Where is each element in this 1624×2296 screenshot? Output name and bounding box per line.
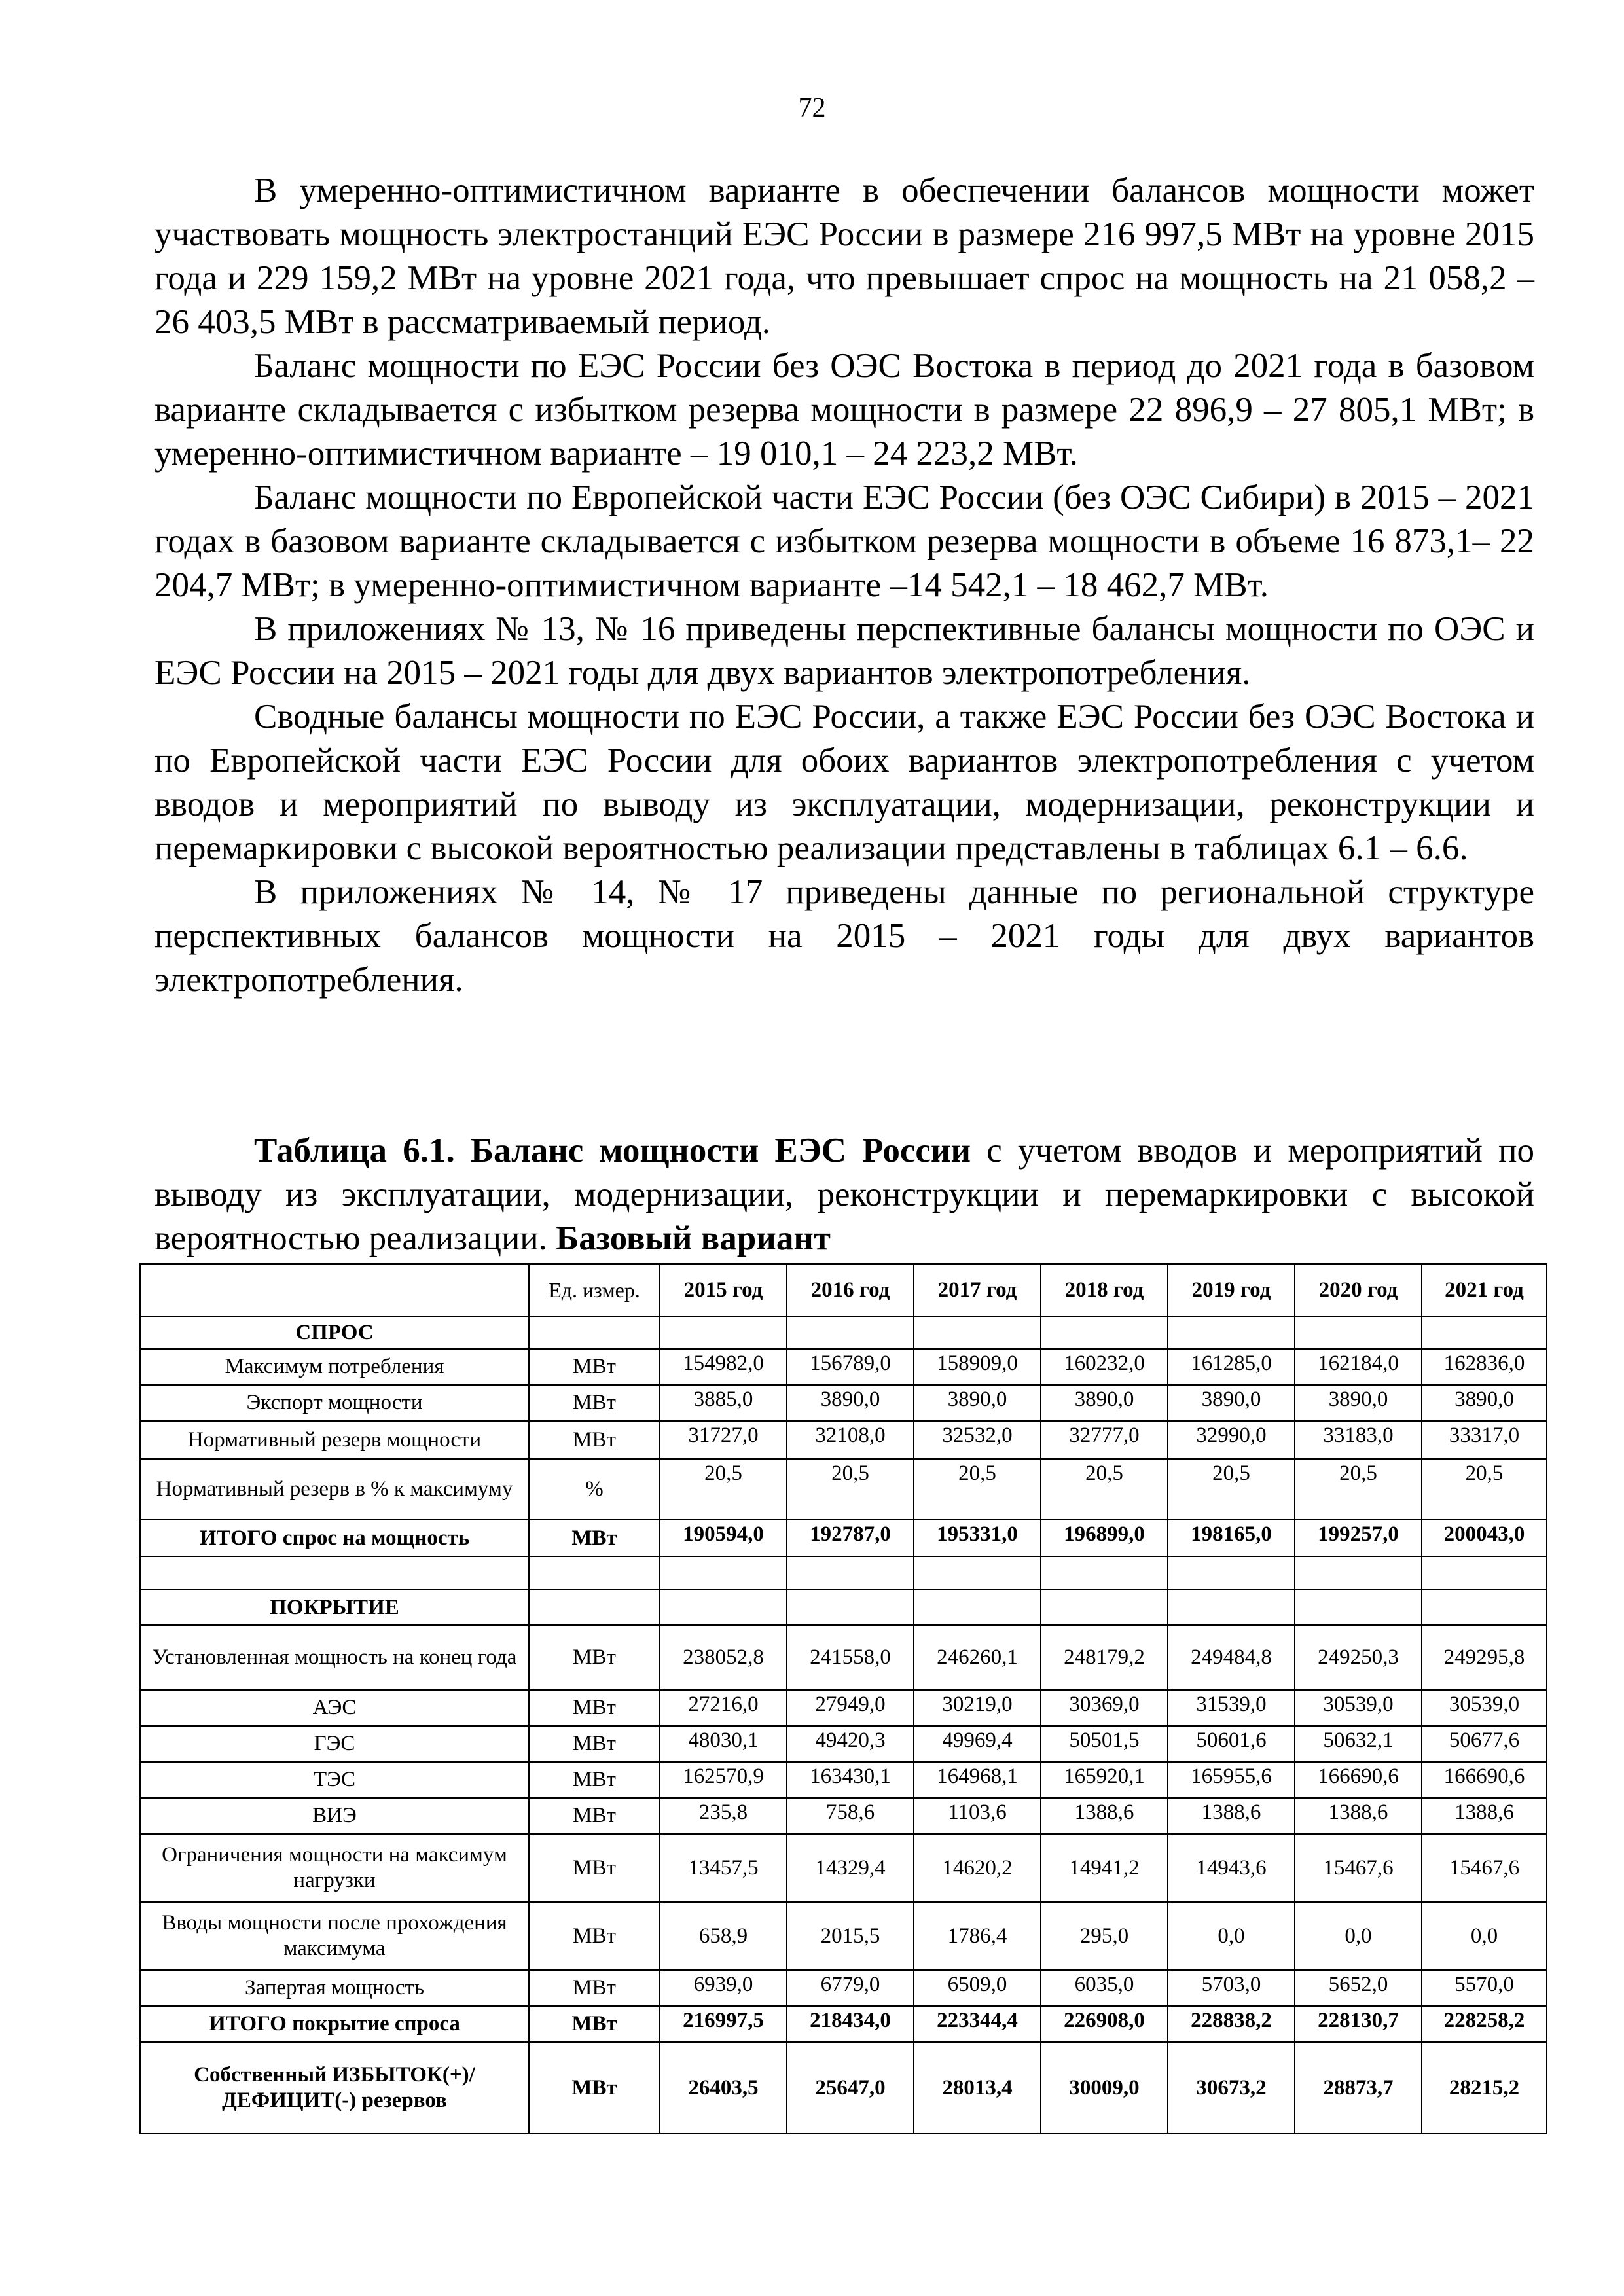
value-cell: 50601,6 bbox=[1168, 1726, 1295, 1762]
value-cell: 28873,7 bbox=[1295, 2042, 1422, 2134]
value-cell: 30673,2 bbox=[1168, 2042, 1295, 2134]
row-label: ИТОГО покрытие спроса bbox=[140, 2006, 529, 2042]
row-unit: МВт bbox=[529, 2042, 660, 2134]
empty-cell bbox=[914, 1316, 1041, 1349]
value-cell: 235,8 bbox=[660, 1798, 787, 1834]
value-cell: 14620,2 bbox=[914, 1834, 1041, 1902]
value-cell: 199257,0 bbox=[1295, 1520, 1422, 1556]
row-unit: МВт bbox=[529, 1902, 660, 1970]
value-cell: 50501,5 bbox=[1041, 1726, 1168, 1762]
value-cell: 0,0 bbox=[1168, 1902, 1295, 1970]
value-cell: 30009,0 bbox=[1041, 2042, 1168, 2134]
value-cell: 0,0 bbox=[1295, 1902, 1422, 1970]
value-cell: 5652,0 bbox=[1295, 1970, 1422, 2006]
value-cell: 32777,0 bbox=[1041, 1421, 1168, 1459]
value-cell: 30369,0 bbox=[1041, 1690, 1168, 1726]
value-cell: 32532,0 bbox=[914, 1421, 1041, 1459]
value-cell: 0,0 bbox=[1422, 1902, 1547, 1970]
value-cell: 228258,2 bbox=[1422, 2006, 1547, 2042]
paragraph: В приложениях № 13, № 16 приведены перспективные балансы мощности по ОЭС и ЕЭС России на 2015 – 2021 годы для двух вариантов электропотребления. bbox=[154, 610, 1534, 692]
value-cell: 30539,0 bbox=[1295, 1690, 1422, 1726]
row-label: Ограничения мощности на максимум нагрузки bbox=[140, 1834, 529, 1902]
value-cell: 166690,6 bbox=[1295, 1762, 1422, 1798]
value-cell: 163430,1 bbox=[787, 1762, 914, 1798]
empty-cell bbox=[1295, 1556, 1422, 1590]
balance-row bbox=[140, 2042, 1547, 2134]
value-cell: 216997,5 bbox=[660, 2006, 787, 2042]
value-cell: 13457,5 bbox=[660, 1834, 787, 1902]
empty-cell bbox=[529, 1556, 660, 1590]
value-cell: 223344,4 bbox=[914, 2006, 1041, 2042]
value-cell: 249295,8 bbox=[1422, 1625, 1547, 1690]
empty-cell bbox=[660, 1590, 787, 1625]
paragraph: В приложениях № 14, № 17 приведены данные по региональной структуре перспективных балансов мощности на 2015 – 2021 годы для двух вариантов электропотребления. bbox=[154, 873, 1534, 999]
value-cell: 50632,1 bbox=[1295, 1726, 1422, 1762]
total-supply-row bbox=[140, 2006, 1547, 2042]
row-label: Собственный ИЗБЫТОК(+)/ДЕФИЦИТ(-) резервов bbox=[140, 2042, 529, 2134]
section-row-demand bbox=[140, 1316, 1547, 1349]
value-cell: 238052,8 bbox=[660, 1625, 787, 1690]
value-cell: 5703,0 bbox=[1168, 1970, 1295, 2006]
row-label: Экспорт мощности bbox=[140, 1385, 529, 1421]
power-balance-table bbox=[139, 1263, 1547, 2134]
value-cell: 33183,0 bbox=[1295, 1421, 1422, 1459]
value-cell: 3890,0 bbox=[1168, 1385, 1295, 1421]
value-cell: 30539,0 bbox=[1422, 1690, 1547, 1726]
value-cell: 32990,0 bbox=[1168, 1421, 1295, 1459]
value-cell: 49969,4 bbox=[914, 1726, 1041, 1762]
value-cell: 162570,9 bbox=[660, 1762, 787, 1798]
value-cell: 30219,0 bbox=[914, 1690, 1041, 1726]
value-cell: 6035,0 bbox=[1041, 1970, 1168, 2006]
table-row bbox=[140, 1421, 1547, 1459]
table-row bbox=[140, 1762, 1547, 1798]
row-unit: МВт bbox=[529, 1421, 660, 1459]
table-row bbox=[140, 1690, 1547, 1726]
empty-cell bbox=[1422, 1556, 1547, 1590]
paragraph: Баланс мощности по Европейской части ЕЭС России (без ОЭС Сибири) в 2015 – 2021 годах в базовом варианте складывается с избытком резерва мощности в объеме 16 873,1– 22 204,7 МВт; в умеренно-оптимистичном варианте –14 542,1 – 18 462,7 МВт. bbox=[154, 478, 1534, 604]
header-corner-cell bbox=[140, 1264, 529, 1316]
value-cell: 20,5 bbox=[914, 1459, 1041, 1520]
value-cell: 162184,0 bbox=[1295, 1349, 1422, 1385]
value-cell: 1786,4 bbox=[914, 1902, 1041, 1970]
value-cell: 14329,4 bbox=[787, 1834, 914, 1902]
value-cell: 228130,7 bbox=[1295, 2006, 1422, 2042]
row-label: Запертая мощность bbox=[140, 1970, 529, 2006]
spacer-row bbox=[140, 1556, 1547, 1590]
table-caption-text: с учетом вводов и мероприятий по выводу из эксплуатации, модернизации, реконструкции и перемаркировки с высокой вероятностью реализации. bbox=[154, 1132, 1534, 1257]
empty-cell bbox=[1422, 1316, 1547, 1349]
value-cell: 248179,2 bbox=[1041, 1625, 1168, 1690]
value-cell: 28013,4 bbox=[914, 2042, 1041, 2134]
value-cell: 198165,0 bbox=[1168, 1520, 1295, 1556]
value-cell: 1388,6 bbox=[1168, 1798, 1295, 1834]
value-cell: 3890,0 bbox=[1295, 1385, 1422, 1421]
paragraph: В умеренно-оптимистичном варианте в обеспечении балансов мощности может участвовать мощность электростанций ЕЭС России в размере 216 997,5 МВт на уровне 2015 года и 229 159,2 МВт на уровне 2021 года, что превышает спрос на мощность на 21 058,2 – 26 403,5 МВт в рассматриваемый период. bbox=[154, 171, 1534, 341]
value-cell: 32108,0 bbox=[787, 1421, 914, 1459]
table-caption bbox=[154, 1129, 1534, 1261]
value-cell: 226908,0 bbox=[1041, 2006, 1168, 2042]
body-text bbox=[154, 169, 1534, 1002]
value-cell: 26403,5 bbox=[660, 2042, 787, 2134]
row-unit: МВт bbox=[529, 2006, 660, 2042]
table-caption-block bbox=[154, 1129, 1534, 1261]
row-unit: МВт bbox=[529, 1690, 660, 1726]
row-unit: МВт bbox=[529, 1385, 660, 1421]
row-unit: МВт bbox=[529, 1349, 660, 1385]
value-cell: 1388,6 bbox=[1041, 1798, 1168, 1834]
value-cell: 165920,1 bbox=[1041, 1762, 1168, 1798]
unit-header: Ед. измер. bbox=[529, 1264, 660, 1316]
value-cell: 20,5 bbox=[1041, 1459, 1168, 1520]
value-cell: 196899,0 bbox=[1041, 1520, 1168, 1556]
empty-cell bbox=[914, 1556, 1041, 1590]
value-cell: 6939,0 bbox=[660, 1970, 787, 2006]
value-cell: 295,0 bbox=[1041, 1902, 1168, 1970]
table-title: Таблица 6.1. Баланс мощности ЕЭС России bbox=[254, 1132, 971, 1170]
table-row bbox=[140, 1834, 1547, 1902]
value-cell: 158909,0 bbox=[914, 1349, 1041, 1385]
value-cell: 3890,0 bbox=[1422, 1385, 1547, 1421]
row-label: ТЭС bbox=[140, 1762, 529, 1798]
row-unit: МВт bbox=[529, 1834, 660, 1902]
value-cell: 50677,6 bbox=[1422, 1726, 1547, 1762]
value-cell: 658,9 bbox=[660, 1902, 787, 1970]
value-cell: 249250,3 bbox=[1295, 1625, 1422, 1690]
value-cell: 164968,1 bbox=[914, 1762, 1041, 1798]
row-label: Установленная мощность на конец года bbox=[140, 1625, 529, 1690]
row-label: Нормативный резерв в % к максимуму bbox=[140, 1459, 529, 1520]
section-title: СПРОС bbox=[140, 1316, 529, 1349]
table-row bbox=[140, 1726, 1547, 1762]
value-cell: 249484,8 bbox=[1168, 1625, 1295, 1690]
value-cell: 27216,0 bbox=[660, 1690, 787, 1726]
row-unit: МВт bbox=[529, 1726, 660, 1762]
row-label: ГЭС bbox=[140, 1726, 529, 1762]
value-cell: 48030,1 bbox=[660, 1726, 787, 1762]
table-row bbox=[140, 1902, 1547, 1970]
value-cell: 20,5 bbox=[1295, 1459, 1422, 1520]
value-cell: 246260,1 bbox=[914, 1625, 1041, 1690]
paragraph: Баланс мощности по ЕЭС России без ОЭС Востока в период до 2021 года в базовом варианте складывается с избытком резерва мощности в размере 22 896,9 – 27 805,1 МВт; в умеренно-оптимистичном варианте – 19 010,1 – 24 223,2 МВт. bbox=[154, 347, 1534, 473]
row-unit: МВт bbox=[529, 1970, 660, 2006]
value-cell: 3890,0 bbox=[914, 1385, 1041, 1421]
value-cell: 14943,6 bbox=[1168, 1834, 1295, 1902]
value-cell: 160232,0 bbox=[1041, 1349, 1168, 1385]
value-cell: 20,5 bbox=[1168, 1459, 1295, 1520]
empty-cell bbox=[1168, 1316, 1295, 1349]
row-label: Нормативный резерв мощности bbox=[140, 1421, 529, 1459]
value-cell: 33317,0 bbox=[1422, 1421, 1547, 1459]
value-cell: 228838,2 bbox=[1168, 2006, 1295, 2042]
year-header: 2015 год bbox=[660, 1264, 787, 1316]
empty-cell bbox=[914, 1590, 1041, 1625]
value-cell: 31539,0 bbox=[1168, 1690, 1295, 1726]
value-cell: 218434,0 bbox=[787, 2006, 914, 2042]
value-cell: 3890,0 bbox=[1041, 1385, 1168, 1421]
value-cell: 1388,6 bbox=[1295, 1798, 1422, 1834]
table-row bbox=[140, 1459, 1547, 1520]
value-cell: 49420,3 bbox=[787, 1726, 914, 1762]
table-row bbox=[140, 1625, 1547, 1690]
row-label: ВИЭ bbox=[140, 1798, 529, 1834]
value-cell: 3890,0 bbox=[787, 1385, 914, 1421]
value-cell: 28215,2 bbox=[1422, 2042, 1547, 2134]
year-header: 2018 год bbox=[1041, 1264, 1168, 1316]
year-header: 2019 год bbox=[1168, 1264, 1295, 1316]
value-cell: 6779,0 bbox=[787, 1970, 914, 2006]
value-cell: 195331,0 bbox=[914, 1520, 1041, 1556]
value-cell: 190594,0 bbox=[660, 1520, 787, 1556]
value-cell: 20,5 bbox=[660, 1459, 787, 1520]
empty-cell bbox=[787, 1316, 914, 1349]
value-cell: 31727,0 bbox=[660, 1421, 787, 1459]
value-cell: 192787,0 bbox=[787, 1520, 914, 1556]
value-cell: 5570,0 bbox=[1422, 1970, 1547, 2006]
empty-cell bbox=[1041, 1556, 1168, 1590]
value-cell: 27949,0 bbox=[787, 1690, 914, 1726]
row-label: Максимум потребления bbox=[140, 1349, 529, 1385]
value-cell: 15467,6 bbox=[1295, 1834, 1422, 1902]
page-number: 72 bbox=[798, 93, 826, 123]
empty-cell bbox=[1041, 1590, 1168, 1625]
value-cell: 758,6 bbox=[787, 1798, 914, 1834]
value-cell: 14941,2 bbox=[1041, 1834, 1168, 1902]
table-row bbox=[140, 1349, 1547, 1385]
value-cell: 1388,6 bbox=[1422, 1798, 1547, 1834]
row-label: ИТОГО спрос на мощность bbox=[140, 1520, 529, 1556]
value-cell: 200043,0 bbox=[1422, 1520, 1547, 1556]
empty-cell bbox=[660, 1316, 787, 1349]
value-cell: 166690,6 bbox=[1422, 1762, 1547, 1798]
empty-cell bbox=[140, 1556, 529, 1590]
table-row bbox=[140, 1970, 1547, 2006]
value-cell: 1103,6 bbox=[914, 1798, 1041, 1834]
empty-cell bbox=[787, 1590, 914, 1625]
row-unit: % bbox=[529, 1459, 660, 1520]
empty-cell bbox=[529, 1316, 660, 1349]
empty-cell bbox=[1168, 1590, 1295, 1625]
empty-cell bbox=[1295, 1590, 1422, 1625]
table-variant: Базовый вариант bbox=[556, 1219, 831, 1257]
value-cell: 15467,6 bbox=[1422, 1834, 1547, 1902]
row-unit: МВт bbox=[529, 1762, 660, 1798]
row-unit: МВт bbox=[529, 1798, 660, 1834]
empty-cell bbox=[787, 1556, 914, 1590]
year-header: 2020 год bbox=[1295, 1264, 1422, 1316]
value-cell: 3885,0 bbox=[660, 1385, 787, 1421]
value-cell: 156789,0 bbox=[787, 1349, 914, 1385]
value-cell: 241558,0 bbox=[787, 1625, 914, 1690]
value-cell: 162836,0 bbox=[1422, 1349, 1547, 1385]
value-cell: 2015,5 bbox=[787, 1902, 914, 1970]
section-row-supply bbox=[140, 1590, 1547, 1625]
empty-cell bbox=[1422, 1590, 1547, 1625]
value-cell: 20,5 bbox=[1422, 1459, 1547, 1520]
empty-cell bbox=[660, 1556, 787, 1590]
row-unit: МВт bbox=[529, 1625, 660, 1690]
value-cell: 20,5 bbox=[787, 1459, 914, 1520]
total-demand-row bbox=[140, 1520, 1547, 1556]
table-header-row bbox=[140, 1264, 1547, 1316]
row-unit: МВт bbox=[529, 1520, 660, 1556]
empty-cell bbox=[1168, 1556, 1295, 1590]
empty-cell bbox=[1295, 1316, 1422, 1349]
table-row bbox=[140, 1385, 1547, 1421]
value-cell: 154982,0 bbox=[660, 1349, 787, 1385]
table-row bbox=[140, 1798, 1547, 1834]
year-header: 2021 год bbox=[1422, 1264, 1547, 1316]
value-cell: 161285,0 bbox=[1168, 1349, 1295, 1385]
paragraph: Сводные балансы мощности по ЕЭС России, а также ЕЭС России без ОЭС Востока и по Европейской части ЕЭС России для обоих вариантов электропотребления с учетом вводов и мероприятий по выводу из эксплуатации, модернизации, реконструкции и перемаркировки с высокой вероятностью реализации представлены в таблицах 6.1 – 6.6. bbox=[154, 698, 1534, 867]
value-cell: 6509,0 bbox=[914, 1970, 1041, 2006]
section-title: ПОКРЫТИЕ bbox=[140, 1590, 529, 1625]
empty-cell bbox=[529, 1590, 660, 1625]
value-cell: 25647,0 bbox=[787, 2042, 914, 2134]
year-header: 2016 год bbox=[787, 1264, 914, 1316]
row-label: Вводы мощности после прохождения максимума bbox=[140, 1902, 529, 1970]
year-header: 2017 год bbox=[914, 1264, 1041, 1316]
value-cell: 165955,6 bbox=[1168, 1762, 1295, 1798]
row-label: АЭС bbox=[140, 1690, 529, 1726]
empty-cell bbox=[1041, 1316, 1168, 1349]
